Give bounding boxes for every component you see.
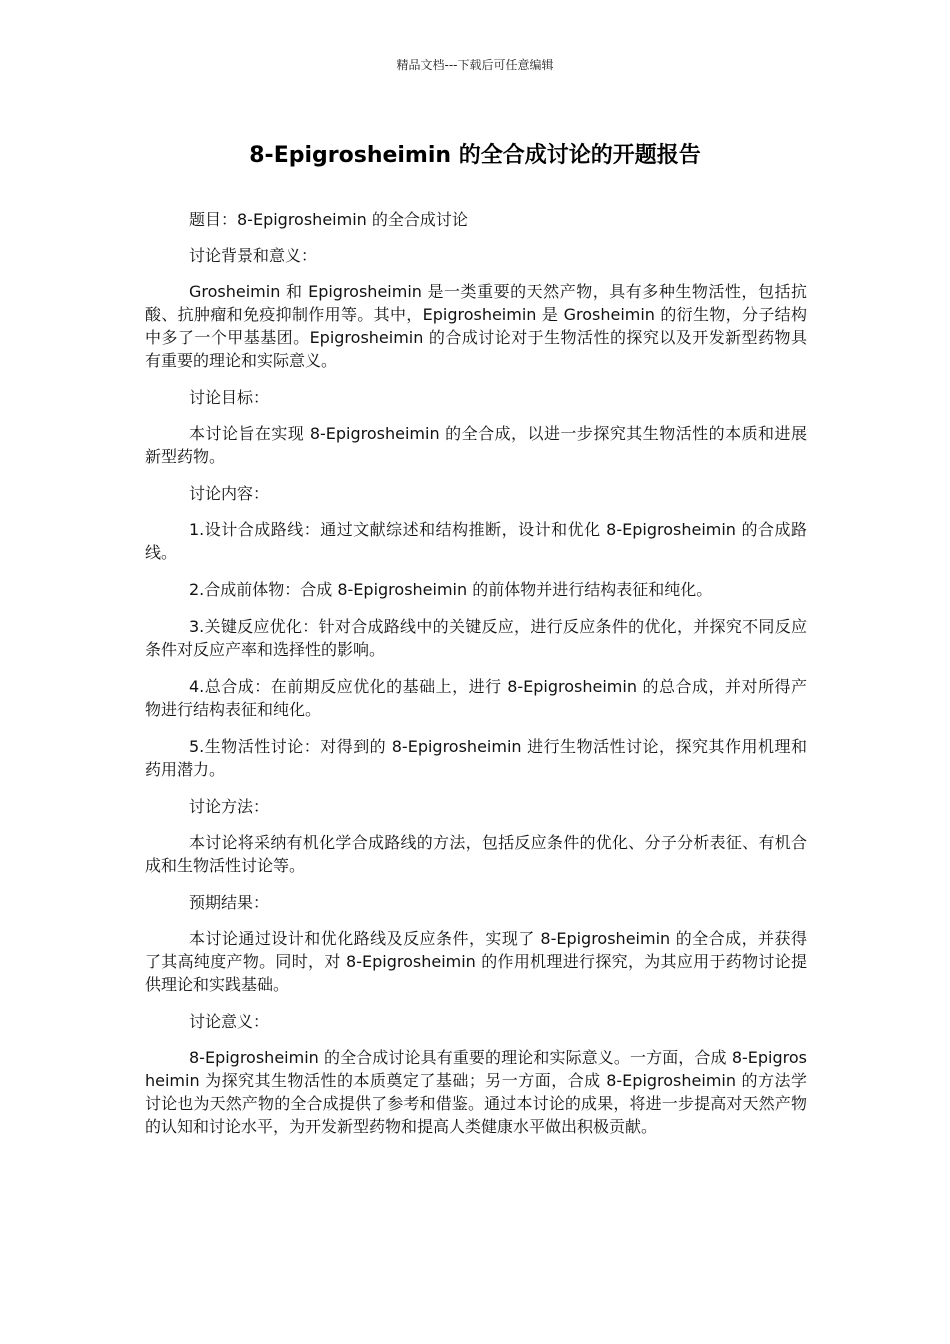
section-heading-content: 讨论内容：	[189, 484, 270, 503]
section-heading-background: 讨论背景和意义：	[189, 246, 318, 265]
content-item-3: 3.关键反应优化：针对合成路线中的关键反应，进行反应条件的优化，并探究不同反应条件对反应产率和选择性的影响。	[145, 617, 807, 659]
objective-paragraph: 本讨论旨在实现 8-Epigrosheimin 的全合成，以进一步探究其生物活性的本质和进展新型药物。	[145, 424, 807, 466]
topic-line: 题目：8-Epigrosheimin 的全合成讨论	[189, 210, 468, 229]
section-heading-significance: 讨论意义：	[189, 1012, 270, 1031]
document-title: 8-Epigrosheimin 的全合成讨论的开题报告	[249, 143, 701, 168]
content-item-2: 2.合成前体物：合成 8-Epigrosheimin 的前体物并进行结构表征和纯化。	[189, 580, 713, 599]
background-paragraph: Grosheimin 和 Epigrosheimin 是一类重要的天然产物，具有多种生物活性，包括抗酸、抗肿瘤和免疫抑制作用等。其中，Epigrosheimin 是 Grosheimin 的衍生物，分子结构中多了一个甲基基团。Epigrosheimin 的合成讨论对于生物活性的探究以及开发新型药物具有重要的理论和实际意义。	[145, 282, 807, 370]
section-heading-expected-results: 预期结果：	[189, 893, 270, 912]
content-item-5: 5.生物活性讨论：对得到的 8-Epigrosheimin 进行生物活性讨论，探究其作用机理和药用潜力。	[145, 737, 807, 779]
document-body	[145, 208, 807, 1152]
expected-results-paragraph: 本讨论通过设计和优化路线及反应条件，实现了 8-Epigrosheimin 的全合成，并获得了其高纯度产物。同时，对 8-Epigrosheimin 的作用机理进行探究，为其应用于药物讨论提供理论和实践基础。	[145, 929, 807, 994]
significance-paragraph: 8-Epigrosheimin 的全合成讨论具有重要的理论和实际意义。一方面，合成 8-Epigrosheimin 为探究其生物活性的本质奠定了基础；另一方面，合成 8-Epigrosheimin 的方法学讨论也为天然产物的全合成提供了参考和借鉴。通过本讨论的成果，将进一步提高对天然产物的认知和讨论水平，为开发新型药物和提高人类健康水平做出积极贡献。	[145, 1048, 807, 1136]
section-heading-objective: 讨论目标：	[189, 388, 270, 407]
content-item-1: 1.设计合成路线：通过文献综述和结构推断，设计和优化 8-Epigrosheimin 的合成路线。	[145, 520, 807, 562]
page-header-note: 精品文档---下载后可任意编辑	[396, 58, 554, 72]
method-paragraph: 本讨论将采纳有机化学合成路线的方法，包括反应条件的优化、分子分析表征、有机合成和生物活性讨论等。	[145, 833, 807, 875]
content-item-4: 4.总合成：在前期反应优化的基础上，进行 8-Epigrosheimin 的总合成，并对所得产物进行结构表征和纯化。	[145, 677, 807, 719]
section-heading-method: 讨论方法：	[189, 797, 270, 816]
